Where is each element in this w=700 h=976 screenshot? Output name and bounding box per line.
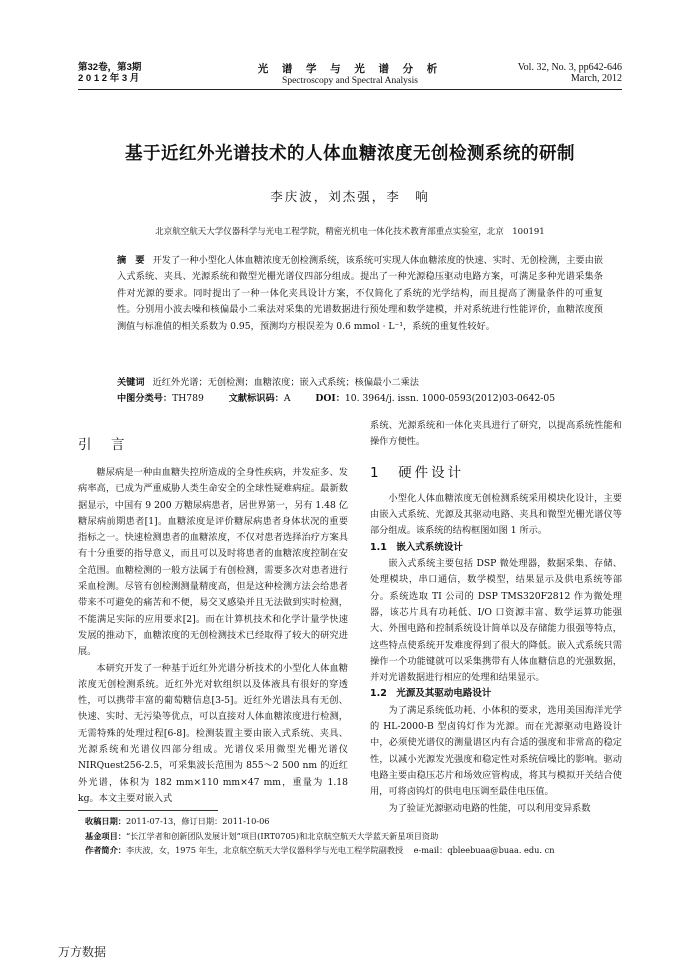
doc-value: A: [283, 393, 291, 404]
doi: [315, 393, 555, 404]
journal-name-en: Spectroscopy and Spectral Analysis: [282, 76, 418, 86]
clc-value: TH789: [172, 393, 204, 404]
author-email: e-mail：qbleebuaa@buaa. edu. cn: [413, 845, 555, 855]
date-cn: 2 0 1 2 年 3 月: [78, 73, 140, 84]
footnotes: [85, 814, 625, 858]
section-1-intro: 小型化人体血糖浓度无创检测系统采用模块化设计，主要由嵌入式系统、光源及其驱动电路、夹具和微型光栅光谱仪等部分组成。该系统的结构框图如图 1 所示。: [370, 492, 622, 537]
subsection-1-2-heading: 1.2 光源及其驱动电路设计: [370, 688, 492, 700]
received-label: 收稿日期：: [85, 816, 126, 826]
section-1-heading: 1 硬件设计: [370, 464, 465, 481]
source-watermark: 万方数据: [58, 945, 107, 959]
subsection-1-1-text: 嵌入式系统主要包括 DSP 微处理器，数据采集、存储、处理模块，串口通信，数学模型，结果显示及供电系统等部分。系统选取 TI 公司的 DSP TMS320F2812 作为微处理器，该芯片具有功耗低、I/O 口资源丰富、数学运算功能强大、外围电路和控制系统设计简单以及存储能力很强等特点，这些特点使系统开发难度得到了很大的降低。嵌入式系统只需操作一个功能键就可以采集携带有人体血糖信息的光强数据，并对光谱数据进行相应的处理和结果显示。: [370, 558, 622, 684]
left-column-body: [78, 465, 348, 807]
abstract: [117, 253, 603, 335]
volume-cn: 第32卷，第3期: [78, 62, 142, 73]
received-text: 2011-07-13，修订日期：2011-10-06: [125, 816, 270, 826]
classification-line: [117, 390, 577, 404]
fund-text: 长江学者和创新团队发展计划”项目(IRT0705)和北京航空航天大学蓝天新星项目资助: [130, 830, 439, 841]
fund-info: 基金项目：“长江学者和创新团队发展计划”项目(IRT0705)和北京航空航天大学蓝天新星项目资助: [85, 830, 439, 841]
intro-continuation: 系统、光源系统和一体化夹具进行了研究，以提高系统性能和操作方便性。: [370, 420, 622, 448]
header-rule: [78, 89, 622, 90]
abstract-text: 开发了一种小型化人体血糖浓度无创检测系统，该系统可实现人体血糖浓度的快速、实时、无创检测，主要由嵌入式系统、夹具、光源系统和微型光栅光谱仪四部分组成。提出了一种光源稳压驱动电路方案，可满足多种光谱采集条件对光源的要求。同时提出了一种一体化夹具设计方案，不仅简化了系统的光学结构，而且提高了测量条件的可重复性。分别用小波去噪和核偏最小二乘法对采集的光谱数据进行预处理和数学建模，并对系统进行性能评价，血糖浓度预测值与标准值的相关系数为 0.95，预测均方根误差为 0.6 mmol · L⁻¹，系统的重复性较好。: [117, 255, 603, 332]
right-column-body: [370, 418, 622, 817]
author-bio-label: 作者简介：: [85, 845, 126, 855]
right-column-last-line: 为了验证光源驱动电路的性能，可以利用变异系数: [388, 802, 591, 814]
fund-label: 基金项目：: [85, 830, 126, 841]
volume-en: Vol. 32, No. 3, pp642-646: [517, 62, 622, 73]
clc-label: 中图分类号：: [117, 393, 173, 404]
keywords-text: 近红外光谱；无创检测；血糖浓度；嵌入式系统；核偏最小二乘法: [152, 377, 419, 388]
footnote-rule: [78, 810, 218, 811]
doi-value: 10. 3964/j. issn. 1000-0593(2012)03-0642-05: [344, 393, 556, 404]
received-dates: [85, 814, 625, 829]
journal-name-cn: 光 谱 学 与 光 谱 分 析: [257, 63, 443, 75]
subsection-1-1-heading: 1.1 嵌入式系统设计: [370, 541, 463, 553]
author-bio: [85, 843, 625, 858]
doi-label: DOI：: [315, 393, 345, 404]
keywords: [117, 374, 419, 388]
paper-title: 基于近红外光谱技术的人体血糖浓度无创检测系统的研制: [125, 144, 575, 164]
doc-label: 文献标识码：: [228, 393, 284, 404]
clc-code: [117, 393, 204, 404]
abstract-label: 摘 要: [117, 255, 145, 266]
date-en: March, 2012: [570, 73, 622, 84]
intro-heading: 引 言: [78, 437, 128, 453]
keywords-label: 关键词: [117, 377, 145, 388]
intro-paragraph-1: 糖尿病是一种由血糖失控所造成的全身性疾病，并发症多、发病率高，已成为严重威胁人类生命安全的全球性疑难病症。最新数据显示，中国有 9 200 万糖尿病患者，居世界第一，另有 1.48 亿糖尿病前期患者[1]。血糖浓度是评价糖尿病患者身体状况的重要指标之一。快速检测患者的血糖浓度，不仅对患者选择治疗方案具有十分重要的指导意义，而且可以及时将患者的血糖浓度控制在安全范围。血糖检测的一般方法属于有创检测，需要多次对患者进行采血检测。尽管有创检测测量精度高，但是这种检测方法会给患者带来不可避免的痛苦和不便，易交叉感染并且无法做到实时检测，不能满足实际的应用要求[2]。而在计算机技术和化学计量学快速发展的推动下，血糖浓度的无创检测技术已经取得了较大的研究进展。: [78, 467, 348, 658]
intro-paragraph-2: 本研究开发了一种基于近红外光谱分析技术的小型化人体血糖浓度无创检测系统。近红外光对软组织以及体液具有很好的穿透性，可以携带丰富的葡萄糖信息[3-5]。近红外光谱法具有无创、快速、实时、无污染等优点，可以直接对人体血糖浓度进行检测，无需特殊的处理过程[6-8]。检测装置主要由嵌入式系统、夹具、光源系统和光谱仪四部分组成。光谱仪采用微型光栅光谱仪 NIRQuest256-2.5，可采集波长范围为 855～2 500 nm 的近红外光谱，体积为 182 mm×110 mm×47 mm，重量为 1.18 kg。本文主要对嵌入式: [78, 662, 348, 804]
author-bio-text: 李庆波，女，1975 年生，北京航空航天大学仪器科学与光电工程学院副教授: [125, 845, 404, 855]
affiliation: 北京航空航天大学仪器科学与光电工程学院，精密光机电一体化技术教育部重点实验室，北京 100191: [155, 227, 545, 237]
volume-issue-en: [518, 62, 622, 84]
doc-code: [229, 393, 291, 404]
author-list: 李庆波，刘杰强，李 响: [270, 189, 430, 204]
subsection-1-2-text: 为了满足系统低功耗、小体积的要求，选用美国海洋光学的 HL-2000-B 型卤钨灯作为光源。而在光源驱动电路设计中，必须使光谱仪的测量谱区内有合适的强度和非常高的稳定性，以减小光源发光强度和稳定性对系统信噪比的影响。驱动电路主要由稳压芯片和场效应管构成，将其与模拟开关结合使用，可将卤钨灯的供电电压调至最佳电压值。: [370, 704, 622, 798]
